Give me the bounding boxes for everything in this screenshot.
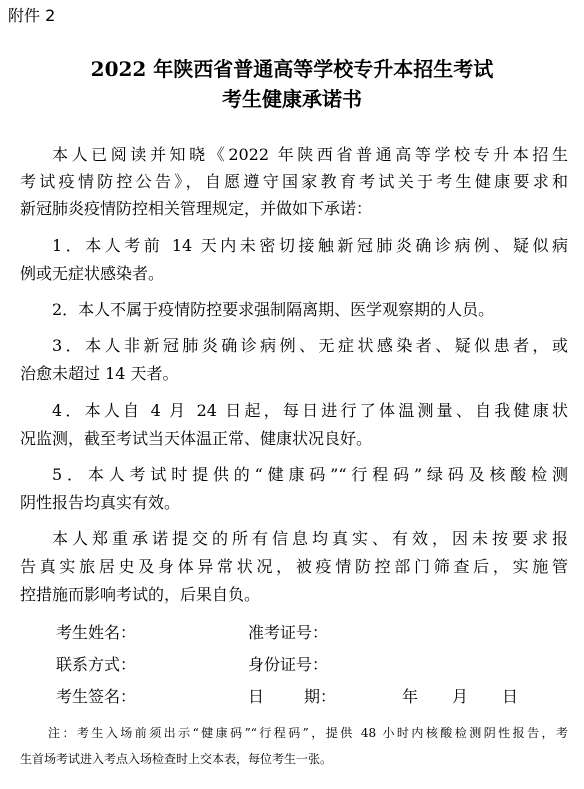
- form-row-contact: [0, 652, 584, 678]
- item-3-line-1: 3．本人非新冠肺炎确诊病例、无症状感染者、疑似患者，或: [52, 336, 568, 355]
- date-label-qi: 期：: [304, 687, 337, 706]
- intro-line-3: 新冠肺炎疫情防控相关管理规定，并做如下承诺：: [20, 199, 373, 218]
- document-subtitle: 考生健康承诺书: [222, 87, 362, 111]
- contact-label: 联系方式：: [56, 655, 137, 674]
- intro-line-2: 考试疫情防控公告》，自愿遵守国家教育考试关于考生健康要求和: [20, 172, 568, 191]
- form-row-signature: [0, 684, 584, 710]
- closing-line-1: 本人郑重承诺提交的所有信息均真实、有效，因未按要求报: [52, 529, 568, 548]
- student-name-label: 考生姓名：: [56, 623, 137, 642]
- item-5-line-1: 5．本人考试时提供的“健康码”“行程码”绿码及核酸检测: [52, 465, 568, 484]
- note-line-1: 注：考生入场前须出示“健康码”“行程码”，提供 48 小时内核酸检测阴性报告，考: [48, 726, 568, 740]
- day-label: 日: [502, 687, 519, 706]
- signature-label: 考生签名：: [56, 687, 137, 706]
- item-5-line-2: 阴性报告均真实有效。: [20, 493, 181, 512]
- month-label: 月: [452, 687, 469, 706]
- form-row-name: [0, 620, 584, 646]
- year-label: 年: [402, 687, 419, 706]
- item-1-line-1: 1．本人考前 14 天内未密切接触新冠肺炎确诊病例、疑似病: [52, 236, 568, 255]
- intro-line-1: 本人已阅读并知晓《2022 年陕西省普通高等学校专升本招生: [52, 145, 568, 164]
- item-4-line-2: 况监测，截至考试当天体温正常、健康状况良好。: [20, 429, 373, 448]
- document-title: 2022 年陕西省普通高等学校专升本招生考试: [90, 57, 494, 81]
- item-3-line-2: 治愈未超过 14 天者。: [20, 364, 179, 383]
- id-number-label: 身份证号：: [248, 655, 329, 674]
- item-4-line-1: 4．本人自 4 月 24 日起，每日进行了体温测量、自我健康状: [52, 401, 568, 420]
- item-2-line-1: 2．本人不属于疫情防控要求强制隔离期、医学观察期的人员。: [52, 300, 495, 319]
- attachment-label: 附件 2: [8, 6, 56, 25]
- closing-line-2: 告真实旅居史及身体异常状况，被疫情防控部门筛查后，实施管: [20, 557, 568, 576]
- date-label-ri: 日: [248, 687, 265, 706]
- note-line-2: 生首场考试进入考点入场检查时上交本表，每位考生一张。: [20, 752, 333, 766]
- item-1-line-2: 例或无症状感染者。: [20, 264, 165, 283]
- ticket-number-label: 准考证号：: [248, 623, 329, 642]
- closing-line-3: 控措施而影响考试的，后果自负。: [20, 585, 261, 604]
